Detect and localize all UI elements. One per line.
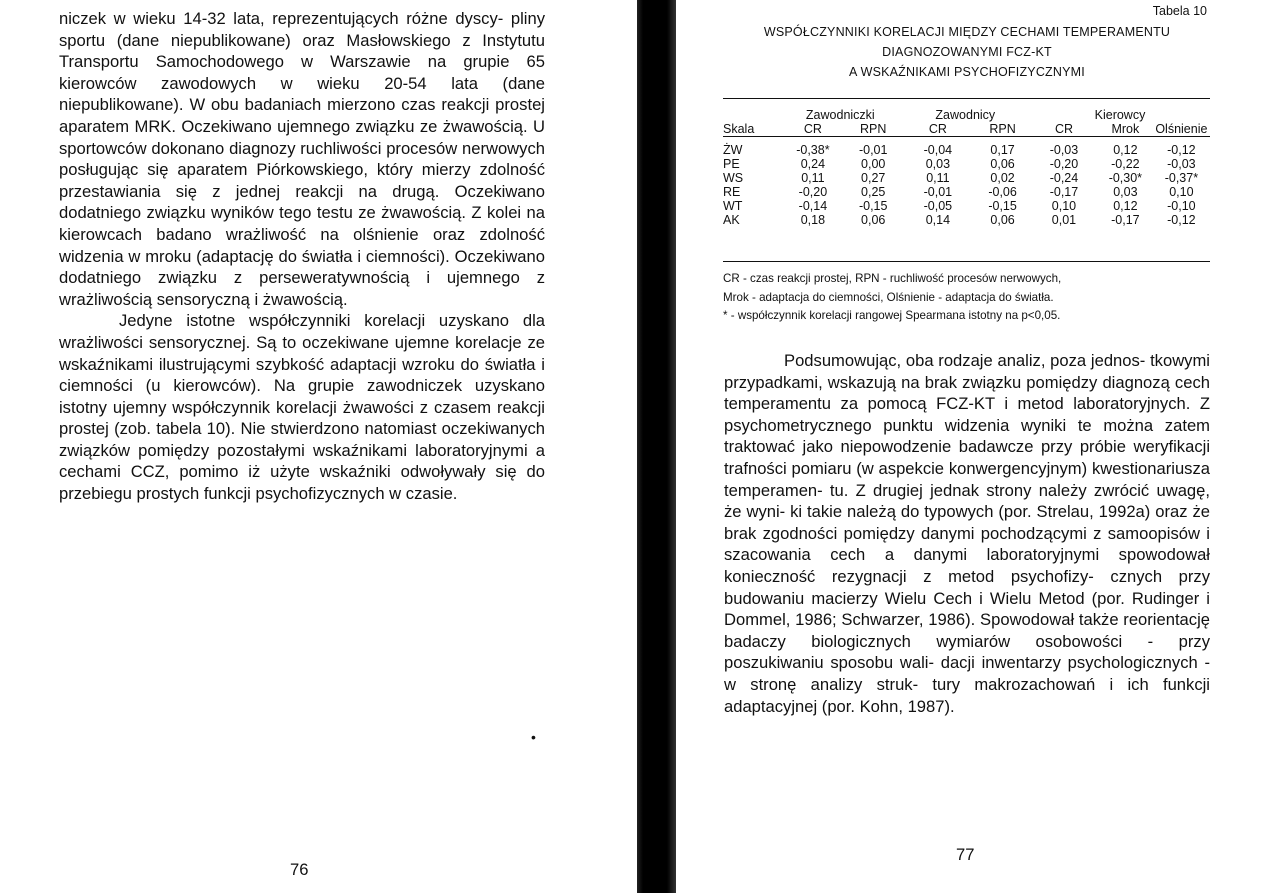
table-cell: WT (723, 199, 743, 213)
table-cell: -0,15 (858, 199, 888, 213)
table-row (723, 171, 1210, 185)
group-header: Zawodnicy (935, 108, 996, 122)
book-gutter (637, 0, 676, 893)
left-paragraph-1: niczek w wieku 14-32 lata, reprezentujących różne dyscy- pliny sportu (dane niepublikowane) oraz Masłowskiego z Instytutu Transportu Samochodowego w Warszawie na grupie 65 kierowców zawodowych w wieku 20-54 lata (dane niepublikowane). W obu badaniach mierzono czas reakcji prostej aparatem MRK. Oczekiwano ujemnego związku ze żwawością. U sportowców dokonano diagnozy ruchliwości procesów nerwowych posługując się aparatem Piórkowskiego, który mierzy zdolność przestawiania się z jednej reakcji na drugą. Oczekiwano dodatniego związku wyników tego testu ze żwawością. Z kolei na kierowcach badano wrażliwość na olśnienie oraz zdolność widzenia w mroku (adaptację do światła i ciemności). Oczekiwano dodatniego związku z perseweratywnością i ujemnego z wrażliwością sensoryczną i żwawością. (59, 9, 545, 309)
page-number-right: 77 (956, 845, 975, 864)
table-cell: 0,27 (861, 171, 886, 185)
table-cell: -0,20 (798, 185, 828, 199)
table-cell: -0,30* (1108, 171, 1143, 185)
table-note: * - współczynnik korelacji rangowej Spearmana istotny na p<0,05. (723, 309, 1061, 322)
table-cell: -0,17 (1049, 185, 1079, 199)
table-cell: -0,17 (1111, 213, 1140, 227)
table-bottom-rule (723, 261, 1210, 262)
table-cell: 0,06 (990, 157, 1015, 171)
column-header: Skala (723, 122, 780, 137)
table-cell: -0,01 (858, 143, 888, 157)
table-cell: RE (723, 185, 741, 199)
stray-mark: • (531, 729, 536, 745)
table-cell: WS (723, 171, 744, 185)
table-cell: AK (723, 213, 740, 227)
group-header: Zawodniczki (805, 108, 875, 122)
table-note: CR - czas reakcji prostej, RPN - ruchliwość procesów nerwowych, (723, 272, 1062, 285)
table-cell: -0,03 (1167, 157, 1196, 171)
right-body-text (724, 350, 1210, 717)
table-cell: PE (723, 157, 740, 171)
table-title (722, 22, 1212, 82)
table-cell: -0,04 (923, 143, 953, 157)
table-title-line-2: DIAGNOZOWANYMI FCZ-KT (882, 45, 1052, 59)
table-cell: 0,03 (925, 157, 951, 171)
page-number-left: 76 (290, 860, 309, 879)
column-header: RPN (975, 122, 1030, 137)
left-paragraph-2: Jedyne istotne współczynniki korelacji uzyskano dla wrażliwości sensorycznej. Są to oczekiwane ujemne korelacje ze wskaźnikami ilustrującymi szybkość adaptacji wzroku do światła i ciemności (u kierowców). Na grupie zawodniczek uzyskano istotny ujemny współczynnik korelacji żwawości z czasem reakcji prostej (zob. tabela 10). Nie stwierdzono natomiast oczekiwanych związków pomiędzy pozostałymi wskaźnikami laboratoryjnymi a cechami CCZ, pomimo iż użyte wskaźniki odwoływały się do przebiegu prostych funkcji psychofizycznych w czasie. (59, 311, 545, 504)
table-cell: -0,12 (1167, 213, 1196, 227)
correlation-table (723, 108, 1210, 227)
left-body-text (59, 8, 545, 505)
table-cell: ŻW (723, 143, 743, 157)
table-row (723, 199, 1210, 213)
group-header: Kierowcy (1094, 108, 1146, 122)
column-header: RPN (846, 122, 901, 137)
table-cell: -0,37* (1164, 171, 1199, 185)
table-cell: 0,24 (800, 157, 826, 171)
table-row (723, 157, 1210, 171)
table-cell: 0,06 (990, 213, 1015, 227)
table-cell: -0,20 (1049, 157, 1079, 171)
table-cell: 0,18 (800, 213, 826, 227)
table-cell: -0,22 (1111, 157, 1140, 171)
column-header: CR (780, 122, 846, 137)
table-cell: 0,11 (801, 171, 825, 185)
table-cell: -0,03 (1049, 143, 1079, 157)
column-header: CR (901, 122, 976, 137)
table-row (723, 185, 1210, 199)
table-row (723, 137, 1210, 158)
table-cell: 0,12 (1113, 199, 1138, 213)
table-row (723, 213, 1210, 227)
table-cell: 0,17 (990, 143, 1015, 157)
table-cell: -0,14 (798, 199, 828, 213)
table-cell: 0,03 (1113, 185, 1138, 199)
table-cell: 0,11 (926, 171, 950, 185)
table-cell: -0,15 (988, 199, 1017, 213)
column-header: CR (1030, 122, 1098, 137)
table-cell: -0,12 (1167, 143, 1196, 157)
table-cell: 0,12 (1113, 143, 1138, 157)
column-header: Mrok (1098, 122, 1153, 137)
table-cell: 0,25 (861, 185, 886, 199)
table-title-line-3: A WSKAŹNIKAMI PSYCHOFIZYCZNYMI (849, 65, 1085, 79)
table-note: Mrok - adaptacja do ciemności, Olśnienie - adaptacja do światła. (723, 290, 1054, 304)
table-cell: -0,24 (1049, 171, 1079, 185)
table-cell: 0,10 (1051, 199, 1077, 213)
table-cell: -0,10 (1167, 199, 1196, 213)
table-top-rule (723, 98, 1210, 99)
table-cell: -0,01 (923, 185, 953, 199)
table-cell: -0,38* (796, 143, 830, 157)
table-cell: 0,06 (861, 213, 886, 227)
table-title-line-1: WSPÓŁCZYNNIKI KORELACJI MIĘDZY CECHAMI TEMPERAMENTU (763, 25, 1171, 39)
column-header: Olśnienie (1153, 122, 1210, 137)
right-paragraph: Podsumowując, oba rodzaje analiz, poza jednos- tkowymi przypadkami, wskazują na brak związku pomiędzy diagnozą cech temperamentu za pomocą FCZ-KT i metod laboratoryjnych. Z psychometrycznego punktu widzenia wyniki te można zatem traktować jako niepowodzenie badawcze przy próbie weryfikacji trafności pomiaru (w aspekcie konwergencyjnym) kwestionariusza temperamen- tu. Z drugiej jednak strony należy zwrócić uwagę, że wyni- ki takie należą do typowych (por. Strelau, 1992a) oraz że brak zgodności pomiędzy danymi pochodzącymi z samoopisów i szacowania cech a danymi laboratoryjnymi spowodował konieczność rezygnacji z metod psychofizy- cznych przy budowaniu macierzy Wielu Cech i Wielu Metod (por. Rudinger i Dommel, 1986; Schwarzer, 1986). Spowodował także reorientację badaczy biologicznych wymiarów osobowości - przy poszukiwaniu sposobu wali- dacji inwentarzy psychologicznych - w stronę analizy struk- tury makrozachowań i ich funkcji adaptacyjnej (por. Kohn, 1987). (724, 351, 1210, 716)
table-cell: 0,02 (990, 171, 1015, 185)
table-cell: -0,06 (988, 185, 1017, 199)
table-label: Tabela 10 (1152, 4, 1207, 18)
table-cell: 0,01 (1051, 213, 1077, 227)
table-cell: -0,05 (923, 199, 953, 213)
table-cell: 0,00 (861, 157, 886, 171)
right-page (676, 0, 1263, 893)
table-cell: 0,14 (925, 213, 951, 227)
table-notes (723, 270, 1210, 326)
table-cell: 0,10 (1169, 185, 1194, 199)
